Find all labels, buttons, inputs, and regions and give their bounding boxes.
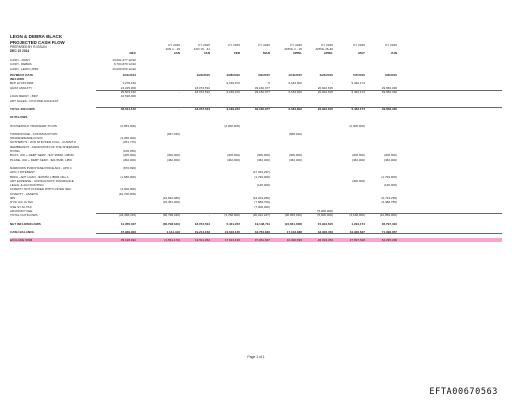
table-cell: (1,680,000) [120, 174, 136, 179]
table-cell: 15,922,615 [317, 221, 333, 226]
table-cell: 39,160,977 [254, 85, 270, 90]
table-cell: (106,350) [122, 149, 136, 154]
table-cell: 12/1/2014 [122, 72, 136, 77]
table-cell: (1,794,000) [381, 174, 397, 179]
table-cell: 49,656,430 [381, 85, 397, 90]
table-cell: - [178, 90, 180, 95]
row-label: IRS [10, 196, 16, 201]
table-cell: (36,798,340) [162, 221, 180, 226]
row-label: INFLOWS [10, 77, 25, 82]
table-cell: (4,350,000) [120, 136, 136, 141]
table-cell: 5,462,174 [351, 81, 365, 86]
table-cell: 20,922,615 [317, 90, 333, 95]
table-cell: 17,103,838 [286, 229, 302, 234]
column-header-row3-1: JAN [173, 51, 180, 55]
table-cell: 64,395,298 [381, 238, 397, 243]
table-cell: 9,169,972 [226, 106, 240, 111]
table-cell: 37,061,847 [254, 238, 270, 243]
owner-title: LEON & DEBRA BLACK [10, 34, 63, 39]
row-label: EXCLUDE SWB [10, 238, 33, 243]
table-cell: (125,000) [256, 183, 270, 188]
table-cell: (2,000,000) [349, 123, 365, 128]
table-cell: (2,000,000) [224, 123, 240, 128]
table-cell: 13,511,364 [194, 238, 210, 243]
table-cell: (306,000) [383, 153, 397, 158]
table-cell: 4/24/2015 [319, 72, 333, 77]
table-cell: 1,278,152 [122, 81, 136, 86]
row-label: BOAT- UGI + DEBT SERV - $17.25MM, LIBOR [10, 153, 74, 158]
table-cell: (3,768,000) [224, 213, 240, 218]
table-cell: 18,072,534 [194, 85, 210, 90]
table-cell: (4,168,000) [349, 213, 365, 218]
table-cell: (986,010) [288, 131, 302, 136]
table-cell: 25,503,152 [120, 90, 136, 95]
table-row [10, 238, 502, 242]
table-cell: 19,214,163 [194, 229, 210, 234]
table-cell: 5,462,174 [351, 106, 365, 111]
row-label: PAYMENT DATE [10, 72, 34, 77]
table-cell: 1,294,174 [351, 221, 365, 226]
table-cell: (125,000) [383, 183, 397, 188]
table-cell: 26,323,454 [317, 238, 333, 243]
table-cell: 2/28/2015 [226, 72, 240, 77]
column-header-row1-4: FY 2015 [258, 43, 270, 47]
table-cell: 6,184,802 [288, 81, 302, 86]
table-cell: 4/15/2015 [288, 72, 302, 77]
column-header-row3-8: JUN [390, 51, 397, 55]
row-label: BFP LP DISTRIB [10, 81, 34, 86]
table-cell: 20,922,615 [317, 106, 333, 111]
table-cell: (2,853,000) [120, 123, 136, 128]
cash-flow-table [10, 58, 502, 242]
row-label: TOWNHOUSE - CONSTRUCTION [10, 131, 58, 136]
report-date: DEC 22 2014 [10, 49, 30, 54]
table-cell: 6,704,879 12/22 [113, 62, 136, 67]
table-cell: - [178, 106, 180, 111]
table-cell: 34,320,627 [349, 229, 365, 234]
row-label: NET INFLOW/FLOWS [10, 221, 41, 226]
row-label: PLANE- UGI + DEBT SERV - $21.5MM, LIBO [10, 157, 72, 162]
table-cell: (306,000) [351, 153, 365, 158]
table-cell: 71,098,057 [381, 229, 397, 234]
table-cell: 3/3/2015 [258, 72, 270, 77]
table-cell: (5,000,000) [317, 213, 333, 218]
table-cell: 24,225,000 [120, 85, 136, 90]
row-label: LOAN REPAY - BFP [10, 94, 38, 99]
column-header-row2-5: APRIL 1 - 15 [284, 47, 302, 51]
table-cell: (30,845,010) [284, 213, 302, 218]
column-header-row3-6: APRIL [323, 51, 333, 55]
column-header-row1-6: FY 2015 [321, 43, 333, 47]
column-header-row3-4: MAR [262, 51, 270, 55]
column-header-row1-2: FY 2015 [198, 43, 210, 47]
table-cell: 5/7/2015 [353, 72, 365, 77]
column-header-row3-5: APRIL [292, 51, 302, 55]
table-cell: 6,184,802 [288, 106, 302, 111]
row-label: CHARITY NOT FUNDED WITH LISTED SEC [10, 187, 72, 192]
page-number: Page 1 of 1 [247, 355, 265, 359]
row-label: CASH - DEBRA [10, 62, 32, 67]
table-cell: 6,184,802 [288, 90, 302, 95]
table-cell: - [331, 81, 333, 86]
table-cell: 49,656,430 [381, 90, 397, 95]
table-cell: (1,794,000) [254, 174, 270, 179]
row-label: ART SALES - NYD PRE-SALE EST [10, 98, 59, 103]
table-cell: (462,000) [122, 157, 136, 162]
table-cell: 11,355,037 [120, 221, 136, 226]
table-cell: (24,661,008) [284, 221, 302, 226]
column-header-row2-1: JAN 1 - 15 [165, 47, 180, 51]
table-cell: (462,000) [288, 157, 302, 162]
table-cell: (306,000) [226, 153, 240, 158]
table-cell: (36,798,340) [162, 213, 180, 218]
column-header-row1-1: FY 2015 [168, 43, 180, 47]
table-cell: 39,160,977 [254, 90, 270, 95]
table-cell: (12,859,000) [379, 213, 397, 218]
table-cell: 39,160,977 [254, 106, 270, 111]
table-cell: (6,723,250) [381, 196, 397, 201]
report-title: PROJECTED CASH FLOW [10, 39, 65, 45]
table-cell: (306,000) [288, 153, 302, 158]
table-cell: (15,451,000) [162, 200, 180, 205]
table-cell: (405,000) [122, 153, 136, 158]
table-cell: (7,000,000) [254, 204, 270, 209]
table-cell: (462,000) [383, 157, 397, 162]
table-cell: 6/3/2015 [385, 72, 397, 77]
row-label: APO 1 INTEREST [10, 170, 35, 175]
table-cell: 5,462,174 [351, 90, 365, 95]
row-label: CASH - JOINT [10, 58, 30, 62]
row-label: TOTAL OUTFLOWS [10, 213, 38, 218]
table-cell: 35,196,931 [120, 238, 136, 243]
table-cell: 0 [268, 81, 270, 86]
document-stamp: EFTA00670563 [429, 387, 498, 397]
table-cell: 49,656,430 [381, 106, 397, 111]
table-cell: 24,616,135 [224, 229, 240, 234]
column-header-row1-7: FY 2015 [353, 43, 365, 47]
column-header-row2-6: APRIL 16-30 [315, 47, 333, 51]
table-cell: - [208, 213, 210, 218]
table-cell: (670,990) [122, 165, 136, 170]
column-header-row3-7: MAY [358, 51, 365, 55]
table-cell: 5,401,972 [226, 221, 240, 226]
row-label: LEGAL & ACCOUNTING [10, 183, 44, 188]
table-cell: 13,091,377 12/22 [112, 58, 136, 62]
table-cell: (24,686,115) [118, 213, 136, 218]
table-cell: 43,764,846 [254, 229, 270, 234]
table-cell: 20,922,615 [317, 85, 333, 90]
table-cell: 9,169,972 [226, 81, 240, 86]
row-label: ART EXPENSE - CONSULTANT/ INSURANCE [10, 178, 74, 183]
table-cell: 18,072,534 [194, 90, 210, 95]
table-cell: 18,072,534 [194, 221, 210, 226]
table-cell: 33,026,453 [317, 229, 333, 234]
table-cell: (462,000) [226, 157, 240, 162]
row-label: HOUSEHOLD TRANSFER TO MS [10, 123, 57, 128]
table-cell: (400,000) [351, 178, 365, 183]
table-cell: 18,072,534 [194, 106, 210, 111]
table-cell: (3,488,750) [381, 200, 397, 205]
row-label: USE ST AL TAX [10, 204, 32, 209]
table-cell: 1,141,423 [166, 229, 180, 234]
table-cell: (462,000) [351, 157, 365, 162]
column-header-row1-3: FY 2015 [228, 43, 240, 47]
row-label: BOFA - ART LOAN - $47MM, LIBOR 1M+ 1 [10, 174, 69, 179]
row-label: NARROWS PURCHASE PRICE ADJ - APO 1 [10, 165, 72, 170]
table-cell: (657,340) [166, 131, 180, 136]
row-label: SOTHEBY'S - JON STRYKER COLL - FURNITU [10, 140, 76, 145]
table-cell: 36,797,430 [381, 221, 397, 226]
table-cell: (306,000) [166, 153, 180, 158]
table-cell: (462,000) [256, 157, 270, 162]
table-cell: 19,148,711 [254, 221, 270, 226]
row-label: CHARITY - ASSETS [10, 191, 38, 196]
table-cell: 9,169,972 [226, 90, 240, 95]
row-label: OUTFLOWS [10, 115, 28, 120]
column-header-row1-5: FY 2015 [290, 43, 302, 47]
column-header-row3-0: DEC [129, 51, 136, 55]
table-cell: 10,000,000 12/22 [112, 66, 136, 71]
table-cell: (14,204,250) [252, 196, 270, 201]
table-cell: (3,000,000) [120, 187, 136, 192]
table-cell: (462,000) [166, 157, 180, 162]
table-cell: (1,561,170) [164, 238, 180, 243]
table-cell: 27,597,628 [349, 238, 365, 243]
row-label: HOTEL [10, 149, 21, 154]
column-header-row1-8: FY 2015 [385, 43, 397, 47]
table-cell: (5,000,000) [317, 208, 333, 213]
table-cell: (20,012,247) [252, 213, 270, 218]
table-cell: (306,000) [256, 153, 270, 158]
row-label: REMBRANDT - ADORATION OF THE SHEPARDS [10, 144, 80, 149]
table-cell: 17,913,136 [224, 238, 240, 243]
column-header-row3-2: JAN [203, 51, 210, 55]
table-cell: (7,886,700) [254, 200, 270, 205]
row-label: SHAKESPEARE FOLIO [10, 136, 43, 141]
table-cell: - [208, 81, 210, 86]
table-cell: (19,822,080) [162, 196, 180, 201]
table-cell: 10,538,000 [120, 94, 136, 99]
table-cell: 1/24/2015 [196, 72, 210, 77]
table-cell: 37,939,903 [120, 229, 136, 234]
table-cell: 36,041,152 [120, 106, 136, 111]
prepared-by: PREPARED BY R.ISSLIN [10, 45, 47, 50]
column-header-row3-3: FEB [233, 51, 240, 55]
row-label: ADVISORY FEE [10, 208, 33, 213]
table-cell: 10,400,839 [286, 238, 302, 243]
row-label: CASH BALANCE [10, 229, 35, 234]
table-cell: (17,323,297) [252, 170, 270, 175]
row-label: TOTAL INFLOWS [10, 106, 35, 111]
row-label: CASH - LEON (JPM) [10, 66, 39, 71]
row-label: GRAT ANNUITY [10, 85, 33, 90]
row-label: NYS/ CA/ IA TAX [10, 200, 34, 205]
column-header-row2-2: JAN 16 - 31 [193, 47, 210, 51]
table-cell: (10,700,000) [118, 191, 136, 196]
table-cell: (251,775) [122, 140, 136, 145]
